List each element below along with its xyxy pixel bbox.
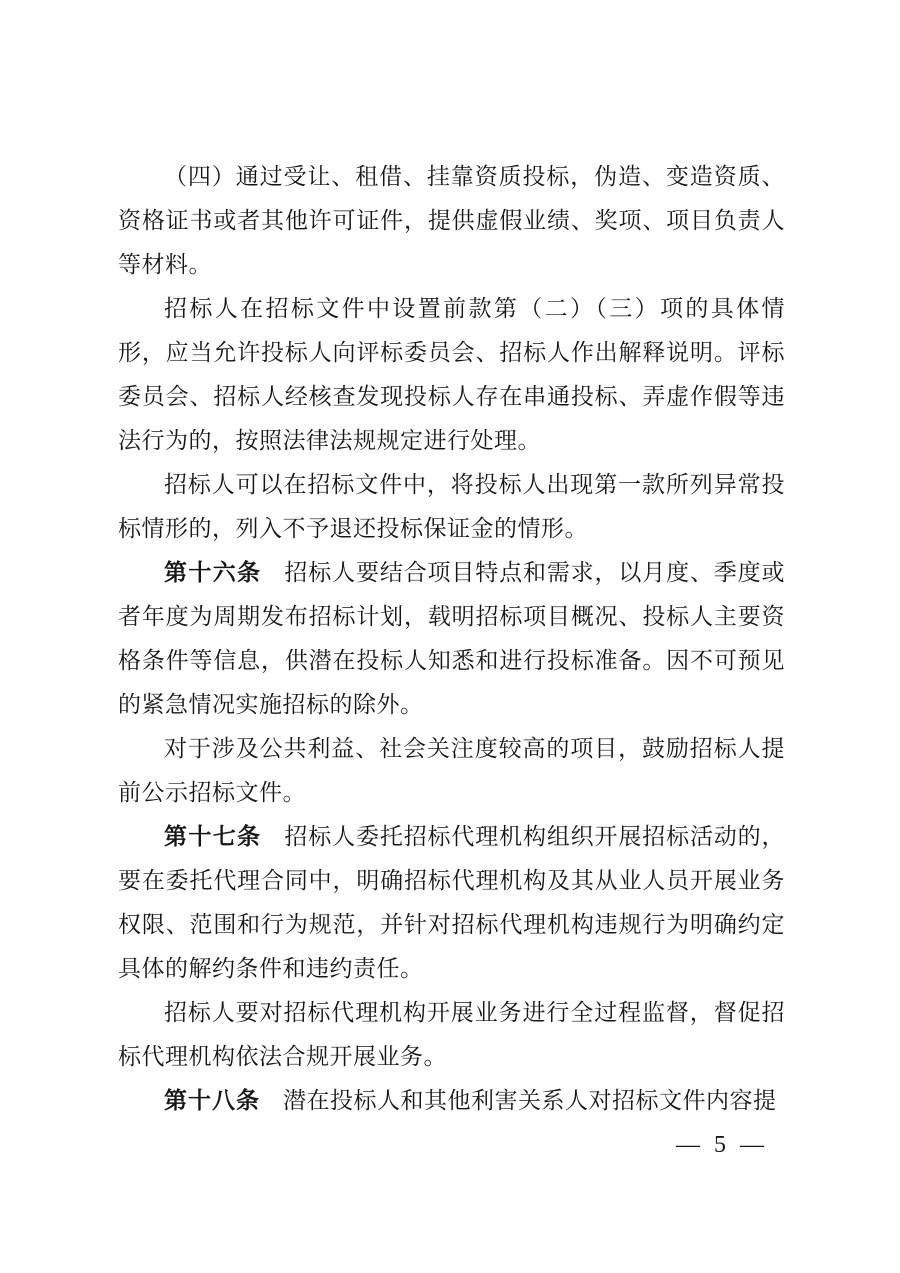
paragraph-text: （四）通过受让、租借、挂靠资质投标，伪造、变造资质、资格证书或者其他许可证件，提供虚假业绩、奖项、项目负责人等材料。: [118, 164, 785, 277]
paragraph-text: 招标人要对招标代理机构开展业务进行全过程监督，督促招标代理机构依法合规开展业务。: [118, 1000, 785, 1069]
paragraph: [118, 155, 785, 287]
paragraph-text: 对于涉及公共利益、社会关注度较高的项目，鼓励招标人提前公示招标文件。: [118, 736, 785, 805]
paragraph: [118, 815, 785, 991]
paragraph: [118, 551, 785, 727]
paragraph: [118, 463, 785, 551]
paragraph-text: 招标人要结合项目特点和需求，以月度、季度或者年度为周期发布招标计划，载明招标项目概况、投标人主要资格条件等信息，供潜在投标人知悉和进行投标准备。因不可预见的紧急情况实施招标的除外。: [118, 560, 786, 717]
paragraph: [118, 727, 785, 815]
page-number: — 5 —: [676, 1132, 768, 1158]
article-number: 第十八条: [164, 1088, 260, 1113]
paragraph-text: 招标人在招标文件中设置前款第（二）（三）项的具体情形，应当允许投标人向评标委员会、招标人作出解释说明。评标委员会、招标人经核查发现投标人存在串通投标、弄虚作假等违法行为的，按照法律法规规定进行处理。: [118, 296, 785, 453]
article-number: 第十七条: [164, 824, 262, 849]
document-text-block: [118, 155, 785, 1123]
paragraph-text: 招标人委托招标代理机构组织开展招标活动的，要在委托代理合同中，明确招标代理机构及其从业人员开展业务权限、范围和行为规范，并针对招标代理机构违规行为明确约定具体的解约条件和违约责任。: [118, 824, 786, 981]
paragraph: [118, 1079, 785, 1123]
paragraph-text: 潜在投标人和其他利害关系人对招标文件内容提: [283, 1088, 777, 1113]
paragraph-text: 招标人可以在招标文件中，将投标人出现第一款所列异常投标情形的，列入不予退还投标保证金的情形。: [118, 472, 785, 541]
article-number: 第十六条: [164, 560, 262, 585]
paragraph: [118, 991, 785, 1079]
paragraph: [118, 287, 785, 463]
